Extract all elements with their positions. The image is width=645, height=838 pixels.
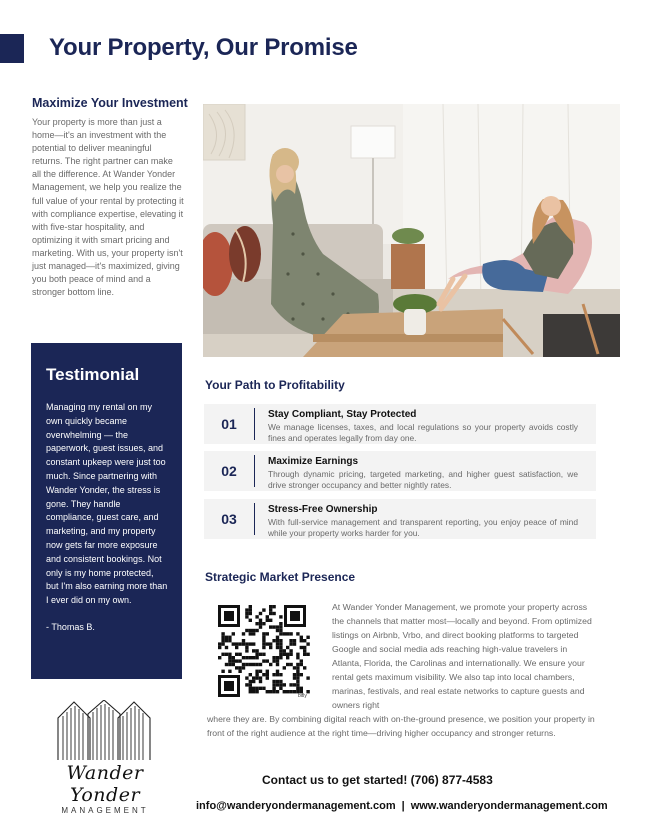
qr-module xyxy=(300,659,303,662)
qr-module xyxy=(289,683,292,686)
qr-module xyxy=(235,646,238,649)
qr-module xyxy=(279,680,282,683)
qr-module xyxy=(259,676,262,679)
qr-module xyxy=(296,656,299,659)
qr-module xyxy=(259,622,262,625)
qr-module xyxy=(252,690,255,693)
qr-module xyxy=(272,690,275,693)
qr-module xyxy=(283,632,286,635)
qr-module xyxy=(238,653,241,656)
qr-module xyxy=(276,629,279,632)
qr-module xyxy=(249,629,252,632)
qr-module xyxy=(238,670,241,673)
qr-module xyxy=(279,673,282,676)
qr-module xyxy=(228,639,231,642)
qr-module xyxy=(303,639,306,642)
qr-module xyxy=(272,683,275,686)
qr-module xyxy=(262,642,265,645)
qr-module xyxy=(289,639,292,642)
testimonial-panel xyxy=(31,343,182,679)
qr-module xyxy=(276,680,279,683)
qr-module xyxy=(283,666,286,669)
qr-module xyxy=(283,690,286,693)
qr-module xyxy=(242,639,245,642)
qr-module xyxy=(245,656,248,659)
contact-separator: | xyxy=(401,800,405,812)
qr-module xyxy=(289,632,292,635)
qr-module xyxy=(269,625,272,628)
qr-module xyxy=(228,636,231,639)
qr-module xyxy=(255,676,258,679)
title-accent-bar xyxy=(0,34,24,63)
qr-module xyxy=(252,649,255,652)
qr-module xyxy=(306,690,309,693)
qr-module xyxy=(283,649,286,652)
qr-module xyxy=(279,625,282,628)
qr-module xyxy=(252,680,255,683)
qr-module xyxy=(286,646,289,649)
qr-label: bitly xyxy=(298,693,307,699)
step-title: Stress-Free Ownership xyxy=(268,504,378,515)
qr-module xyxy=(221,639,224,642)
qr-module xyxy=(242,642,245,645)
qr-module xyxy=(259,625,262,628)
qr-module xyxy=(276,673,279,676)
qr-module xyxy=(255,673,258,676)
qr-module xyxy=(306,642,309,645)
qr-module xyxy=(252,632,255,635)
qr-module xyxy=(276,639,279,642)
qr-module xyxy=(279,687,282,690)
qr-module xyxy=(262,687,265,690)
qr-module xyxy=(262,646,265,649)
qr-module xyxy=(221,670,224,673)
qr-module xyxy=(249,642,252,645)
qr-module xyxy=(255,629,258,632)
qr-module xyxy=(249,663,252,666)
qr-module xyxy=(269,619,272,622)
qr-module xyxy=(276,663,279,666)
qr-module xyxy=(296,663,299,666)
qr-module xyxy=(300,646,303,649)
qr-module xyxy=(269,608,272,611)
qr-module xyxy=(293,639,296,642)
market-body: At Wander Yonder Management, we promote your property across the channels that matter most—locally and beyond. From optimized listings on Airbnb, Vrbo, and direct booking platforms to targeted Google and social media ads reaching high-value travelers in Atlanta, Florida, the Carolinas and internationally. We ensure your rental gets maximum visibility. We also tap into local chambers, marinas, festivals, and real estate networks to capture guests and owners right xyxy=(332,602,592,710)
qr-module xyxy=(269,690,272,693)
step-title: Stay Compliant, Stay Protected xyxy=(268,409,417,420)
testimonial-title: Testimonial xyxy=(46,365,140,384)
qr-module xyxy=(266,670,269,673)
qr-module xyxy=(252,663,255,666)
qr-module xyxy=(255,687,258,690)
investment-body: Your property is more than just a home—it's an investment with the potential to deliver meaningful returns. The right partner can make all the difference. At Wander Yonder Management, we help you realize the full value of your rental by protecting it with compliance expertise, elevating it with five-star hospitality, and optimizing it with smart pricing and marketing. With us, your property isn't just managed—it's maximized, giving you both peace of mind and a stronger bottom line. xyxy=(32,117,184,298)
step-description: Through dynamic pricing, targeted marketing, and higher guest satisfaction, we drive stronger occupancy and better nightly rates. xyxy=(268,469,578,490)
qr-module xyxy=(296,673,299,676)
qr-module xyxy=(296,687,299,690)
qr-module xyxy=(266,619,269,622)
qr-module xyxy=(262,632,265,635)
hero-photo xyxy=(203,104,620,357)
living-room-photo-illustration xyxy=(203,104,620,357)
path-step-1 xyxy=(204,404,596,444)
qr-module xyxy=(225,636,228,639)
qr-module xyxy=(262,636,265,639)
qr-module xyxy=(228,653,231,656)
qr-module xyxy=(228,656,231,659)
qr-module xyxy=(269,612,272,615)
qr-module xyxy=(286,663,289,666)
qr-module xyxy=(289,649,292,652)
qr-module xyxy=(221,653,224,656)
qr-module xyxy=(272,680,275,683)
qr-module xyxy=(245,629,248,632)
qr-module xyxy=(276,670,279,673)
qr-module xyxy=(266,632,269,635)
qr-module xyxy=(242,663,245,666)
qr-module xyxy=(249,673,252,676)
qr-module xyxy=(266,615,269,618)
qr-module xyxy=(235,666,238,669)
qr-module xyxy=(245,608,248,611)
qr-module xyxy=(266,673,269,676)
qr-module xyxy=(249,656,252,659)
qr-module xyxy=(300,663,303,666)
qr-module xyxy=(272,687,275,690)
qr-module xyxy=(245,646,248,649)
qr-module xyxy=(249,687,252,690)
qr-module xyxy=(262,659,265,662)
qr-module xyxy=(296,666,299,669)
qr-module xyxy=(249,632,252,635)
qr-module xyxy=(296,680,299,683)
qr-module xyxy=(232,632,235,635)
qr-module xyxy=(255,622,258,625)
qr-module xyxy=(221,636,224,639)
qr-module xyxy=(286,653,289,656)
contact-cta: Contact us to get started! (706) 877-4583 xyxy=(262,773,493,787)
qr-module xyxy=(249,605,252,608)
step-description: We manage licenses, taxes, and local regulations so your property avoids costly fines and operates legally from day one. xyxy=(268,422,578,443)
qr-module xyxy=(255,663,258,666)
qr-module xyxy=(259,612,262,615)
qr-module xyxy=(245,663,248,666)
qr-module xyxy=(245,612,248,615)
path-heading: Your Path to Profitability xyxy=(205,378,345,392)
qr-module xyxy=(262,653,265,656)
qr-module xyxy=(249,619,252,622)
qr-module xyxy=(269,663,272,666)
qr-module xyxy=(242,632,245,635)
qr-module xyxy=(303,646,306,649)
market-body-continued: where they are. By combining digital reach with on-the-ground presence, we position your property in front of the right audience at the right time—driving higher occupancy and stronger returns. xyxy=(207,714,595,738)
qr-module xyxy=(249,680,252,683)
qr-module xyxy=(293,666,296,669)
qr-module xyxy=(306,636,309,639)
qr-module xyxy=(283,653,286,656)
qr-module xyxy=(300,687,303,690)
qr-module xyxy=(235,659,238,662)
logo-wordmark: Wander Yonder xyxy=(66,762,144,806)
step-description: With full-service management and transparent reporting, you enjoy peace of mind while your property works harder for you. xyxy=(268,517,578,538)
step-number: 01 xyxy=(221,416,237,432)
qr-module xyxy=(228,659,231,662)
contact-email-link[interactable]: info@wanderyondermanagement.com xyxy=(196,800,396,812)
step-divider xyxy=(254,455,255,487)
testimonial-quote: Managing my rental on my own quickly became overwhelming — the paperwork, guest issues, and constant upkeep were just too much. Since partnering with Wander Yonder, the stress is gone. They handle compliance, guest care, and marketing, and my property now gets far more exposure and consistent bookings. Not only is my home protected, but I'm also earning more than I ever did on my own. xyxy=(46,402,168,606)
qr-module xyxy=(262,673,265,676)
step-number: 03 xyxy=(221,511,237,527)
market-heading: Strategic Market Presence xyxy=(205,570,356,584)
investment-heading: Maximize Your Investment xyxy=(32,96,188,110)
qr-module xyxy=(300,639,303,642)
qr-module xyxy=(272,656,275,659)
qr-module xyxy=(218,642,221,645)
qr-module xyxy=(276,646,279,649)
qr-module xyxy=(255,656,258,659)
qr-module xyxy=(255,670,258,673)
step-divider xyxy=(254,408,255,440)
qr-module xyxy=(235,653,238,656)
qr-module xyxy=(238,659,241,662)
qr-module xyxy=(266,676,269,679)
path-step-2 xyxy=(204,451,596,491)
qr-module xyxy=(228,670,231,673)
qr-module xyxy=(259,680,262,683)
qr-module xyxy=(262,639,265,642)
qr-module xyxy=(266,642,269,645)
qr-module xyxy=(232,642,235,645)
qr-module xyxy=(293,683,296,686)
qr-module xyxy=(259,619,262,622)
qr-module xyxy=(249,690,252,693)
qr-module xyxy=(303,653,306,656)
qr-module xyxy=(300,673,303,676)
qr-module xyxy=(279,646,282,649)
qr-module xyxy=(245,649,248,652)
qr-module xyxy=(221,632,224,635)
qr-module xyxy=(279,683,282,686)
qr-module xyxy=(296,632,299,635)
qr-module xyxy=(272,625,275,628)
qr-module xyxy=(232,663,235,666)
qr-module xyxy=(289,690,292,693)
qr-module xyxy=(252,656,255,659)
qr-module xyxy=(266,690,269,693)
qr-module xyxy=(245,642,248,645)
qr-module xyxy=(293,642,296,645)
testimonial-author: - Thomas B. xyxy=(46,621,95,632)
qr-module xyxy=(279,656,282,659)
qr-module xyxy=(249,683,252,686)
qr-module xyxy=(259,687,262,690)
qr-module xyxy=(303,649,306,652)
qr-module xyxy=(279,649,282,652)
page-title: Your Property, Our Promise xyxy=(49,34,358,61)
qr-module xyxy=(279,632,282,635)
step-title: Maximize Earnings xyxy=(268,456,359,467)
qr-module xyxy=(276,683,279,686)
qr-module xyxy=(296,670,299,673)
qr-module xyxy=(276,625,279,628)
qr-module xyxy=(276,659,279,662)
qr-module xyxy=(286,656,289,659)
logo-subtitle: MANAGEMENT xyxy=(61,806,149,815)
qr-module xyxy=(269,605,272,608)
qr-module xyxy=(296,676,299,679)
qr-module xyxy=(262,622,265,625)
qr-module xyxy=(276,636,279,639)
qr-module xyxy=(306,676,309,679)
qr-module xyxy=(293,673,296,676)
qr-module xyxy=(279,622,282,625)
qr-module xyxy=(218,656,221,659)
qr-code-icon xyxy=(218,605,310,699)
qr-module xyxy=(252,642,255,645)
qr-module xyxy=(276,690,279,693)
qr-module xyxy=(300,636,303,639)
qr-module xyxy=(272,605,275,608)
qr-module xyxy=(283,683,286,686)
qr-module xyxy=(252,629,255,632)
qr-module xyxy=(296,683,299,686)
qr-module xyxy=(262,608,265,611)
qr-module xyxy=(279,639,282,642)
qr-module xyxy=(245,615,248,618)
company-logo xyxy=(40,700,170,820)
qr-module xyxy=(279,615,282,618)
qr-module xyxy=(266,659,269,662)
step-divider xyxy=(254,503,255,535)
qr-module xyxy=(252,687,255,690)
qr-module xyxy=(255,690,258,693)
qr-module xyxy=(259,670,262,673)
qr-module xyxy=(289,663,292,666)
qr-module xyxy=(269,642,272,645)
qr-module xyxy=(238,666,241,669)
qr-module xyxy=(303,666,306,669)
qr-module xyxy=(242,666,245,669)
qr-module xyxy=(272,659,275,662)
qr-module xyxy=(218,646,221,649)
qr-module xyxy=(238,642,241,645)
qr-module xyxy=(279,653,282,656)
qr-module xyxy=(286,632,289,635)
qr-module xyxy=(249,608,252,611)
qr-module xyxy=(293,676,296,679)
qr-module xyxy=(232,659,235,662)
qr-module xyxy=(259,663,262,666)
qr-module xyxy=(225,646,228,649)
qr-module xyxy=(279,629,282,632)
qr-module xyxy=(228,663,231,666)
qr-code[interactable] xyxy=(218,605,310,699)
qr-module xyxy=(255,649,258,652)
qr-module xyxy=(245,676,248,679)
qr-module xyxy=(255,653,258,656)
qr-module xyxy=(306,653,309,656)
qr-module xyxy=(242,656,245,659)
qr-module xyxy=(276,642,279,645)
qr-module xyxy=(225,653,228,656)
qr-module xyxy=(296,653,299,656)
qr-module xyxy=(225,663,228,666)
qr-module xyxy=(269,646,272,649)
qr-module xyxy=(225,639,228,642)
qr-module xyxy=(259,653,262,656)
qr-module xyxy=(235,642,238,645)
qr-module xyxy=(232,656,235,659)
contact-links xyxy=(196,800,608,812)
qr-module xyxy=(276,656,279,659)
qr-module xyxy=(286,690,289,693)
qr-module xyxy=(252,676,255,679)
qr-module xyxy=(289,642,292,645)
step-number: 02 xyxy=(221,463,237,479)
qr-module xyxy=(272,673,275,676)
qr-module xyxy=(272,639,275,642)
qr-module xyxy=(272,612,275,615)
house-roofs-logo-mark xyxy=(40,700,170,762)
qr-module xyxy=(249,612,252,615)
qr-module xyxy=(279,642,282,645)
path-step-3 xyxy=(204,499,596,539)
qr-module xyxy=(289,653,292,656)
qr-module xyxy=(293,690,296,693)
contact-website-link[interactable]: www.wanderyondermanagement.com xyxy=(410,800,608,812)
qr-module xyxy=(255,615,258,618)
qr-module xyxy=(221,642,224,645)
qr-module xyxy=(245,683,248,686)
